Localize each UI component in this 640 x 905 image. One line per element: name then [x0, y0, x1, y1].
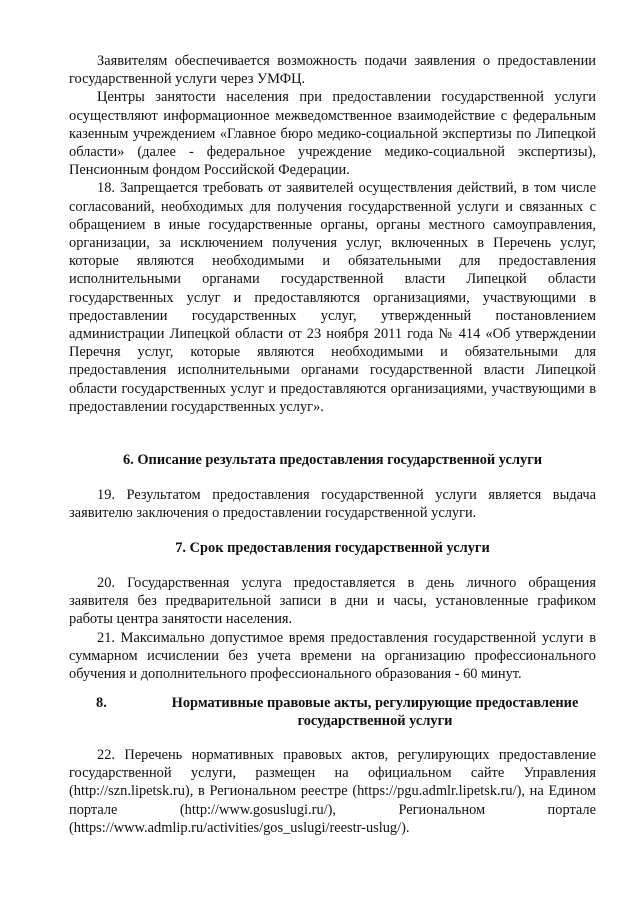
section-6-heading-wrap [69, 451, 596, 469]
paragraph-18: 18. Запрещается требовать от заявителей осуществления действий, в том числе согласований, необходимых для получения государственной услуги и связанных с обращением в иные государственные органы, органы местного самоуправления, организации, за исключением получения услуг, включенных в Перечень услуг, которые являются необходимыми и обязательными для предоставления исполнительными органами государственной власти Липецкой области государственных услуг и предоставляются организациями, участвующими в предоставлении государственных услуг, утвержденный постановлением администрации Липецкой области от 23 ноября 2011 года № 414 «Об утверждении Перечня услуг, которые являются необходимыми и обязательными для предоставления исполнительными органами государственной власти Липецкой области государственных услуг и предоставляются организациями, участвующими в предоставлении государственных услуг». [69, 180, 596, 415]
paragraph-interaction: Центры занятости населения при предоставлении государственной услуги осуществляют информационное межведомственное взаимодействие с федеральным казенным учреждением «Главное бюро медико-социальной экспертизы по Липецкой области» (далее - федеральное учреждение медико-социальной экспертизы), Пенсионным фондом Российской Федерации. [69, 89, 596, 179]
section-8-heading [69, 694, 596, 730]
paragraph-21: 21. Максимально допустимое время предоставления государственной услуги в суммарном исчислении без учета времени на организацию профессионального обучения и дополнительного профессионального образования - 60 минут. [69, 629, 596, 683]
section-8-body [69, 746, 596, 837]
section-7-body [69, 574, 596, 683]
section-7-heading-wrap [69, 539, 596, 557]
paragraph-19: 19. Результатом предоставления государственной услуги является выдача заявителю заключения о предоставлении государственной услуги. [69, 487, 596, 522]
section-8-number: 8. [96, 695, 107, 711]
section-8-heading-line2: государственной услуги [297, 713, 453, 730]
paragraph-22: 22. Перечень нормативных правовых актов, регулирующих предоставление государственной услуги, размещен на официальном сайте Управления (http://szn.lipetsk.ru), в Региональном реестре (https://pgu.admlr.lipetsk.ru/), на Едином портале (http://www.gosuslugi.ru/), Региональном портале (https://www.admlip.ru/activities/gos_uslugi/reestr-uslug/). [69, 747, 596, 836]
section-5-continuation [69, 52, 596, 416]
section-6-body [69, 486, 596, 522]
paragraph-20: 20. Государственная услуга предоставляется в день личного обращения заявителя без предварительной записи в дни и часы, установленные графиком работы центра занятости населения. [69, 575, 596, 628]
paragraph-umfc: Заявителям обеспечивается возможность подачи заявления о предоставлении государственной услуги через УМФЦ. [69, 53, 596, 88]
section-8-heading-line1: Нормативные правовые акты, регулирующие предоставление [171, 695, 579, 711]
section-7-heading: 7. Срок предоставления государственной услуги [175, 540, 490, 556]
section-6-heading: 6. Описание результата предоставления государственной услуги [122, 452, 543, 468]
